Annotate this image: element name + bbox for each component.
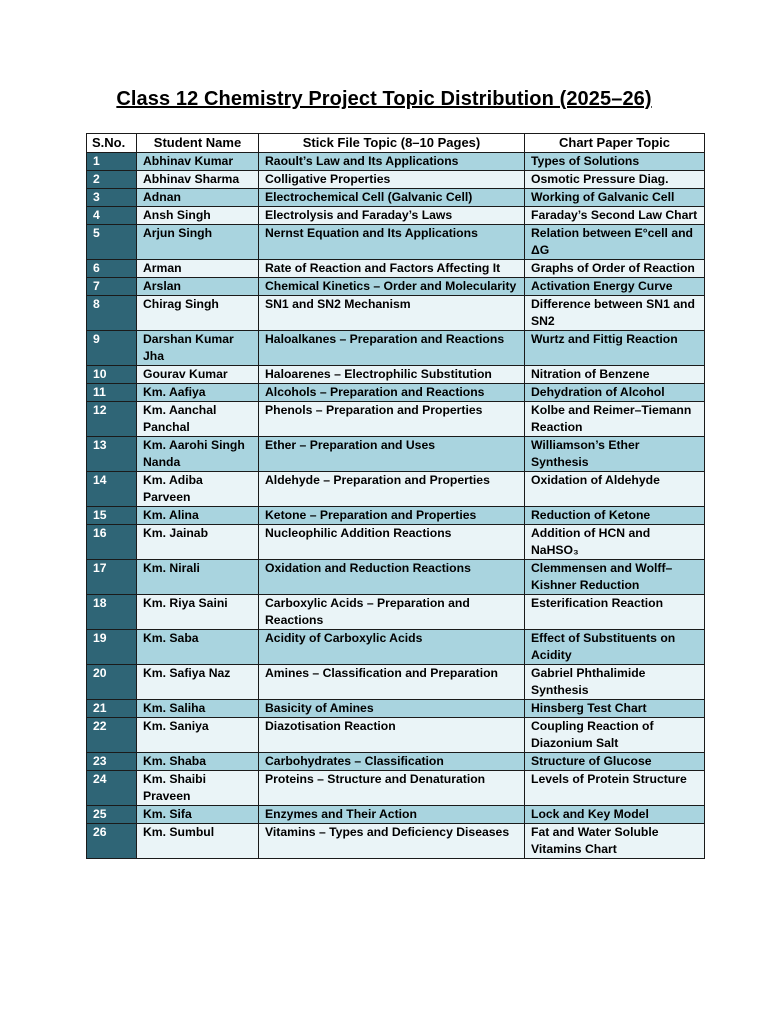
cell-sno: 4 (87, 207, 137, 225)
cell-student-name: Km. Nirali (137, 560, 259, 595)
cell-chart-paper-topic: Structure of Glucose (525, 753, 705, 771)
cell-stick-file-topic: Nernst Equation and Its Applications (259, 225, 525, 260)
cell-stick-file-topic: Colligative Properties (259, 171, 525, 189)
table-row (87, 718, 705, 753)
cell-student-name: Km. Saniya (137, 718, 259, 753)
cell-chart-paper-topic: Hinsberg Test Chart (525, 700, 705, 718)
cell-sno: 19 (87, 630, 137, 665)
cell-sno: 26 (87, 824, 137, 859)
cell-stick-file-topic: Diazotisation Reaction (259, 718, 525, 753)
cell-sno: 17 (87, 560, 137, 595)
table-row (87, 384, 705, 402)
table-row (87, 630, 705, 665)
cell-chart-paper-topic: Coupling Reaction of Diazonium Salt (525, 718, 705, 753)
cell-chart-paper-topic: Clemmensen and Wolff–Kishner Reduction (525, 560, 705, 595)
cell-stick-file-topic: Phenols – Preparation and Properties (259, 402, 525, 437)
table-row (87, 665, 705, 700)
cell-sno: 3 (87, 189, 137, 207)
cell-chart-paper-topic: Gabriel Phthalimide Synthesis (525, 665, 705, 700)
table-row (87, 700, 705, 718)
cell-student-name: Km. Saliha (137, 700, 259, 718)
table-row (87, 207, 705, 225)
cell-sno: 18 (87, 595, 137, 630)
cell-chart-paper-topic: Levels of Protein Structure (525, 771, 705, 806)
cell-student-name: Km. Riya Saini (137, 595, 259, 630)
topic-distribution-table (86, 133, 705, 859)
header-student-name: Student Name (137, 134, 259, 153)
cell-student-name: Abhinav Kumar (137, 153, 259, 171)
cell-stick-file-topic: Amines – Classification and Preparation (259, 665, 525, 700)
cell-student-name: Km. Alina (137, 507, 259, 525)
cell-stick-file-topic: Electrochemical Cell (Galvanic Cell) (259, 189, 525, 207)
cell-student-name: Km. Shaba (137, 753, 259, 771)
table-row (87, 437, 705, 472)
cell-sno: 13 (87, 437, 137, 472)
cell-stick-file-topic: Vitamins – Types and Deficiency Diseases (259, 824, 525, 859)
cell-chart-paper-topic: Difference between SN1 and SN2 (525, 296, 705, 331)
cell-sno: 15 (87, 507, 137, 525)
table-row (87, 560, 705, 595)
cell-chart-paper-topic: Osmotic Pressure Diag. (525, 171, 705, 189)
cell-stick-file-topic: Electrolysis and Faraday’s Laws (259, 207, 525, 225)
cell-student-name: Km. Saba (137, 630, 259, 665)
table-row (87, 824, 705, 859)
table-row (87, 595, 705, 630)
table-row (87, 525, 705, 560)
header-chart-paper-topic: Chart Paper Topic (525, 134, 705, 153)
cell-stick-file-topic: Basicity of Amines (259, 700, 525, 718)
cell-stick-file-topic: Nucleophilic Addition Reactions (259, 525, 525, 560)
cell-student-name: Km. Aafiya (137, 384, 259, 402)
cell-sno: 5 (87, 225, 137, 260)
cell-chart-paper-topic: Types of Solutions (525, 153, 705, 171)
cell-student-name: Km. Adiba Parveen (137, 472, 259, 507)
cell-student-name: Km. Jainab (137, 525, 259, 560)
cell-stick-file-topic: Alcohols – Preparation and Reactions (259, 384, 525, 402)
cell-student-name: Abhinav Sharma (137, 171, 259, 189)
cell-student-name: Ansh Singh (137, 207, 259, 225)
cell-student-name: Arslan (137, 278, 259, 296)
cell-sno: 22 (87, 718, 137, 753)
cell-chart-paper-topic: Faraday’s Second Law Chart (525, 207, 705, 225)
table-header-row (87, 134, 705, 153)
cell-sno: 8 (87, 296, 137, 331)
cell-sno: 6 (87, 260, 137, 278)
cell-sno: 1 (87, 153, 137, 171)
cell-stick-file-topic: Chemical Kinetics – Order and Molecularity (259, 278, 525, 296)
header-stick-file-topic: Stick File Topic (8–10 Pages) (259, 134, 525, 153)
cell-student-name: Km. Safiya Naz (137, 665, 259, 700)
cell-chart-paper-topic: Graphs of Order of Reaction (525, 260, 705, 278)
table-row (87, 225, 705, 260)
cell-chart-paper-topic: Fat and Water Soluble Vitamins Chart (525, 824, 705, 859)
cell-sno: 20 (87, 665, 137, 700)
cell-student-name: Km. Aanchal Panchal (137, 402, 259, 437)
cell-sno: 2 (87, 171, 137, 189)
cell-student-name: Chirag Singh (137, 296, 259, 331)
cell-sno: 9 (87, 331, 137, 366)
cell-student-name: Km. Aarohi Singh Nanda (137, 437, 259, 472)
cell-stick-file-topic: Proteins – Structure and Denaturation (259, 771, 525, 806)
cell-stick-file-topic: Enzymes and Their Action (259, 806, 525, 824)
cell-student-name: Km. Sumbul (137, 824, 259, 859)
cell-sno: 21 (87, 700, 137, 718)
table-row (87, 806, 705, 824)
cell-chart-paper-topic: Williamson’s Ether Synthesis (525, 437, 705, 472)
cell-student-name: Km. Shaibi Praveen (137, 771, 259, 806)
cell-stick-file-topic: Oxidation and Reduction Reactions (259, 560, 525, 595)
cell-chart-paper-topic: Esterification Reaction (525, 595, 705, 630)
table-row (87, 507, 705, 525)
cell-chart-paper-topic: Kolbe and Reimer–Tiemann Reaction (525, 402, 705, 437)
cell-sno: 7 (87, 278, 137, 296)
cell-sno: 16 (87, 525, 137, 560)
cell-chart-paper-topic: Working of Galvanic Cell (525, 189, 705, 207)
table-row (87, 153, 705, 171)
cell-student-name: Darshan Kumar Jha (137, 331, 259, 366)
cell-stick-file-topic: Carboxylic Acids – Preparation and Reactions (259, 595, 525, 630)
cell-stick-file-topic: Rate of Reaction and Factors Affecting It (259, 260, 525, 278)
table-row (87, 753, 705, 771)
cell-student-name: Km. Sifa (137, 806, 259, 824)
cell-sno: 14 (87, 472, 137, 507)
table-row (87, 331, 705, 366)
table-row (87, 366, 705, 384)
cell-sno: 10 (87, 366, 137, 384)
table-body (87, 153, 705, 859)
cell-sno: 25 (87, 806, 137, 824)
cell-chart-paper-topic: Wurtz and Fittig Reaction (525, 331, 705, 366)
table-row (87, 771, 705, 806)
cell-stick-file-topic: Acidity of Carboxylic Acids (259, 630, 525, 665)
cell-stick-file-topic: Raoult’s Law and Its Applications (259, 153, 525, 171)
cell-sno: 23 (87, 753, 137, 771)
cell-sno: 11 (87, 384, 137, 402)
cell-student-name: Adnan (137, 189, 259, 207)
cell-stick-file-topic: SN1 and SN2 Mechanism (259, 296, 525, 331)
cell-chart-paper-topic: Reduction of Ketone (525, 507, 705, 525)
cell-chart-paper-topic: Relation between E°cell and ΔG (525, 225, 705, 260)
table-row (87, 260, 705, 278)
cell-stick-file-topic: Ketone – Preparation and Properties (259, 507, 525, 525)
table-row (87, 278, 705, 296)
table-row (87, 296, 705, 331)
cell-chart-paper-topic: Effect of Substituents on Acidity (525, 630, 705, 665)
cell-stick-file-topic: Haloalkanes – Preparation and Reactions (259, 331, 525, 366)
table-row (87, 189, 705, 207)
table-row (87, 171, 705, 189)
cell-stick-file-topic: Aldehyde – Preparation and Properties (259, 472, 525, 507)
cell-student-name: Arman (137, 260, 259, 278)
header-sno: S.No. (87, 134, 137, 153)
cell-sno: 12 (87, 402, 137, 437)
cell-sno: 24 (87, 771, 137, 806)
cell-student-name: Gourav Kumar (137, 366, 259, 384)
cell-chart-paper-topic: Dehydration of Alcohol (525, 384, 705, 402)
cell-stick-file-topic: Ether – Preparation and Uses (259, 437, 525, 472)
cell-student-name: Arjun Singh (137, 225, 259, 260)
cell-stick-file-topic: Carbohydrates – Classification (259, 753, 525, 771)
cell-chart-paper-topic: Lock and Key Model (525, 806, 705, 824)
table-row (87, 472, 705, 507)
cell-chart-paper-topic: Activation Energy Curve (525, 278, 705, 296)
table-row (87, 402, 705, 437)
cell-chart-paper-topic: Addition of HCN and NaHSO₃ (525, 525, 705, 560)
cell-chart-paper-topic: Nitration of Benzene (525, 366, 705, 384)
document-title: Class 12 Chemistry Project Topic Distribution (2025–26) (116, 88, 652, 110)
cell-chart-paper-topic: Oxidation of Aldehyde (525, 472, 705, 507)
cell-stick-file-topic: Haloarenes – Electrophilic Substitution (259, 366, 525, 384)
